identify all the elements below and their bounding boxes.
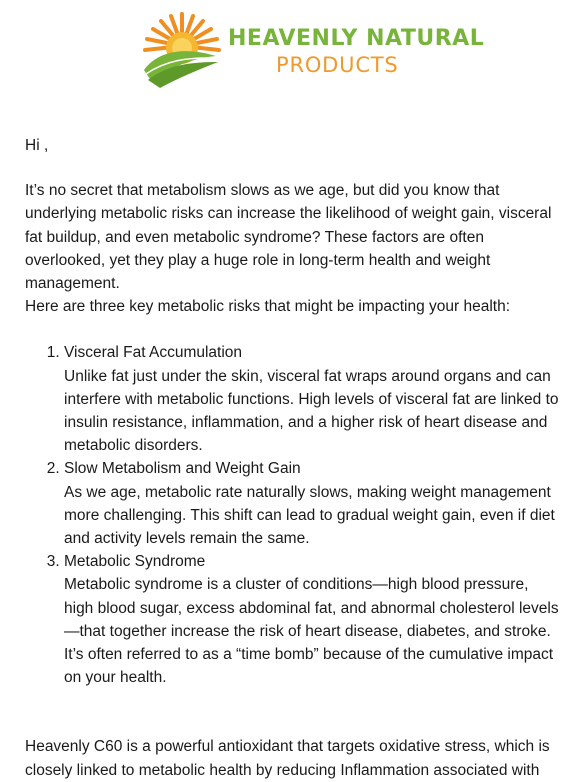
risk-title: Metabolic Syndrome [64,553,206,571]
risk-list [25,341,560,689]
list-item [64,457,560,550]
risk-description: As we age, metabolic rate naturally slows, making weight management more challenging. This shift can lead to gradual weight gain, even if diet and activity levels remain the same. [64,483,555,548]
risk-description: Unlike fat just under the skin, visceral fat wraps around organs and can interfere with metabolic functions. High levels of visceral fat are linked to insulin resistance, inflammation, and a higher risk of heart disease and metabolic disorders. [64,367,559,455]
lead-paragraph: Here are three key metabolic risks that might be impacting your health: [25,298,511,316]
closing-paragraph: Heavenly C60 is a powerful antioxidant that targets oxidative stress, which is closely linked to metabolic health by reducing Inflammation associated with [25,738,550,779]
risk-title: Visceral Fat Accumulation [64,344,243,362]
intro-paragraph: It’s no secret that metabolism slows as we age, but did you know that underlying metabolic risks can increase the likelihood of weight gain, visceral fat buildup, and even metabolic syndrome? These factors are often overlooked, yet they play a huge role in long-term health and weight management. [25,182,552,293]
greeting: Hi , [25,137,49,154]
risk-title: Slow Metabolism and Weight Gain [64,460,301,478]
sun-leaf-logo-icon [138,8,222,88]
email-body [25,134,560,782]
list-item [64,341,560,457]
list-item [64,550,560,689]
brand-name-line2: PRODUCTS [276,53,399,77]
risk-description: Metabolic syndrome is a cluster of conditions—high blood pressure, high blood sugar, excess abdominal fat, and abnormal cholesterol levels—that together increase the risk of heart disease, diabetes, and stroke. It’s often referred to as a “time bomb” because of the cumulative impact on your health. [64,576,559,687]
brand-name-line1: HEAVENLY NATURAL [228,26,485,51]
brand-logo[interactable] [138,8,485,88]
